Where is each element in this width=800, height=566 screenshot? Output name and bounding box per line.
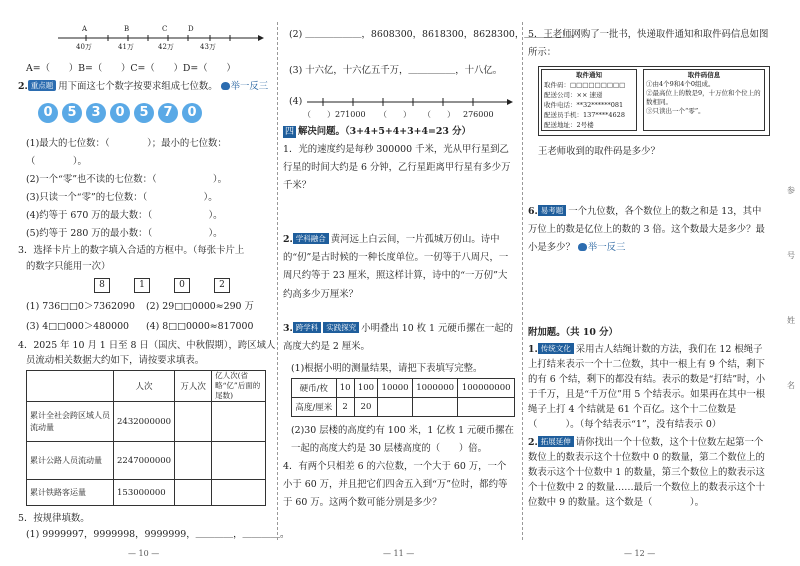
p3-tag: 跨学科 xyxy=(293,322,322,333)
number-card: 8 xyxy=(94,278,110,293)
problem-3: 3. 跨学科 实践探究 小明叠出 10 枚 1 元硬币摞在一起的高度大约是 2 厘米。 xyxy=(283,323,513,353)
bonus-1: 1. 传统文化 采用古人结绳计数的方法，我们在 12 根绳子上打结来表示一个十二位数，其中一根上有 9 个结，剩下的有 6 个结，剩下的都没有结。表示的数是“打结”时，小于千万，且是“千万位”用 5 个结表示。如果再在其中一根绳子上打 4 个结就是 61 个百亿。这个十二位数是（ ）。（每个结表示“1”，没有结表示 0） xyxy=(528,344,766,430)
digit-card: 7 xyxy=(158,103,178,123)
q2-heading: 2. 重点题 用下面这七个数字按要求组成七位数。 举一反三 xyxy=(18,81,269,92)
problem-4: 4．有两个只相差 6 的六位数，一个大于 60 万，一个小于 60 万，并且把它们四舍五入到“万”位时，都约等于 60 万。这两个数可能分别是多少？ xyxy=(283,461,508,509)
q2-tag: 重点题 xyxy=(28,80,57,91)
nl-label-d: D xyxy=(188,25,194,33)
problem-6: 6. 易考题 一个九位数，各个数位上的数之和是 13，其中万位上的数是亿位上的数的 3 倍。这个数最大是多少？最小是多少？ 举一反三 xyxy=(528,206,765,254)
q2-item-1: (1)最大的七位数：（ ）；最小的七位数： xyxy=(26,138,227,149)
notice-line: 配送员手机：137****4628 xyxy=(544,111,625,119)
q2-link[interactable]: 举一反三 xyxy=(221,81,269,92)
table-cell[interactable] xyxy=(175,480,212,506)
table-row xyxy=(27,402,266,442)
table-cell[interactable] xyxy=(212,480,266,506)
pickup-notice xyxy=(541,69,637,131)
c2-q4-label: (4) xyxy=(289,96,303,107)
digit-card: 3 xyxy=(86,103,106,123)
digit-card: 5 xyxy=(134,103,154,123)
q4-text: 4．2025 年 10 月 1 日至 8 日（国庆、中秋假期），跨区域人 xyxy=(18,340,276,351)
notice-title: 取件通知 xyxy=(576,71,602,79)
q3-cards xyxy=(94,278,254,293)
section-title: 解决问题。（3+4+5+4+3+4=23 分） xyxy=(298,126,471,137)
code-line: ②最高位上的数是9，十万位和个位上的数相同。 xyxy=(646,89,761,106)
nl2-label: （ ） xyxy=(379,110,411,119)
table-cell: 累计公路人员流动量 xyxy=(27,442,114,480)
q1-answer: A=（ ）B=（ ）C=（ ）D=（ ） xyxy=(26,63,236,74)
q2-item-3: (3)只读一个“零”的七位数：（ ）。 xyxy=(26,192,218,203)
side-label: 参 xyxy=(787,186,795,195)
page-number: — 12 — xyxy=(624,549,656,558)
table-row xyxy=(27,442,266,480)
q2-item-5: (5)约等于 280 万的最小数：（ ）。 xyxy=(26,228,223,239)
number-card: 1 xyxy=(134,278,150,293)
code-line: ③只读出一个“零”。 xyxy=(646,107,705,115)
q4-text2: 员流动相关数据大约如下，请按要求填表。 xyxy=(26,355,205,366)
nl-tick-40: 40万 xyxy=(76,43,92,51)
q3-text2: 的数字只能用一次） xyxy=(26,261,111,272)
table-cell: 累计铁路客运量 xyxy=(27,480,114,506)
column-page-10 xyxy=(18,0,290,566)
b2-tag: 拓展延伸 xyxy=(538,436,574,447)
table-header: 亿人次(省略“亿”后面的尾数) xyxy=(212,371,266,402)
digit-card: 5 xyxy=(62,103,82,123)
notice-line: 取件码：□□□□□□□□□ xyxy=(544,81,626,89)
p5-question: 王老师收到的取件码是多少？ xyxy=(538,146,660,157)
coin-header: 硬币/枚 xyxy=(292,379,337,398)
p6-tag: 易考题 xyxy=(538,205,567,216)
coin-cell: 2 xyxy=(336,398,354,417)
section-heading xyxy=(283,125,471,138)
table-header xyxy=(27,371,114,402)
coin-row-label: 高度/厘米 xyxy=(292,398,337,417)
digit-card: 0 xyxy=(182,103,202,123)
table-cell: 153000000 xyxy=(114,480,175,506)
p3-sub2: (2)30 层楼的高度约有 100 米，1 亿枚 1 元硬币摞在一起的高度大约是 30 层楼高度的（ ）倍。 xyxy=(291,425,514,455)
c2-q2: (2) ＿＿＿＿＿＿，8608300，8618300，8628300，＿＿＿＿＿。 xyxy=(289,29,581,40)
coin-header: 100 xyxy=(354,379,378,398)
code-info xyxy=(643,69,765,131)
p6-link[interactable]: 举一反三 xyxy=(578,242,626,253)
number-card: 2 xyxy=(214,278,230,293)
q5-text: 5．按规律填数。 xyxy=(18,513,90,524)
table-cell[interactable] xyxy=(212,402,266,442)
c2-q3: (3) 十六亿，十六亿五千万，＿＿＿＿＿，十八亿。 xyxy=(289,65,503,76)
page-number: — 10 — xyxy=(128,549,160,558)
coin-table xyxy=(291,378,515,417)
table-row xyxy=(27,480,266,506)
coin-cell[interactable] xyxy=(412,398,458,417)
notice-box xyxy=(538,66,770,136)
number-card: 0 xyxy=(174,278,190,293)
side-label: 号 xyxy=(787,251,795,260)
table-header: 万人次 xyxy=(175,371,212,402)
q2-text: 用下面这七个数字按要求组成七位数。 xyxy=(58,81,218,92)
side-label: 姓 xyxy=(787,316,795,325)
page-number: — 11 — xyxy=(383,549,415,558)
problem-2: 2. 学科融合 黄河远上白云间，一片孤城万仞山。诗中的“仞”是古时候的一种长度单位。一仞等于八周尺，一周尺约等于 23 厘米，照这样计算，诗中的“一万仞”大约高多少万厘米？ xyxy=(283,234,509,300)
table-cell: 累计全社会跨区域人员流动量 xyxy=(27,402,114,442)
nl2-label: 276000 xyxy=(463,110,494,119)
q3-item-1: (1) 736□□0＞7362090 xyxy=(26,301,135,312)
code-title: 取件码信息 xyxy=(687,71,721,79)
nl-label-a: A xyxy=(82,25,88,33)
nl2-label: （ ） xyxy=(423,110,455,119)
table-cell[interactable] xyxy=(212,442,266,480)
digit-card: 0 xyxy=(38,103,58,123)
bird-icon xyxy=(221,82,230,90)
bonus-heading: 附加题。（共 10 分） xyxy=(528,327,618,338)
digit-cards xyxy=(38,101,206,123)
nl-label-b: B xyxy=(124,25,130,33)
q2-item-2: (2)一个“零”也不读的七位数：（ ）。 xyxy=(26,174,227,185)
table-cell[interactable] xyxy=(175,402,212,442)
q3-text: 3．选择卡片上的数字填入合适的方框中。（每张卡片上 xyxy=(18,245,245,256)
coin-header: 10000 xyxy=(378,379,413,398)
side-label: 名 xyxy=(787,381,795,390)
p3-sub1: (1)根据小明的测量结果，请把下表填写完整。 xyxy=(291,363,483,374)
coin-header: 10 xyxy=(336,379,354,398)
section-number: 四 xyxy=(285,127,295,137)
coin-header: 1000000 xyxy=(412,379,458,398)
coin-cell[interactable] xyxy=(458,398,515,417)
digit-card: 0 xyxy=(110,103,130,123)
table-cell[interactable] xyxy=(175,442,212,480)
table-cell: 2432000000 xyxy=(114,402,175,442)
q5-item: (1) 9999997，9999998，9999999，＿＿＿＿，＿＿＿＿。 xyxy=(26,529,290,540)
coin-header: 100000000 xyxy=(458,379,515,398)
nl2-label: （ ）271000 xyxy=(303,110,366,119)
problem-1: 1．光的速度约是每秒 300000 千米，光从甲行星到乙行星的时间大约是 6 分钟，乙行星距离甲行星有多少万千米？ xyxy=(283,144,511,192)
bonus-2: 2. 拓展延伸 请你找出一个十位数，这个十位数左起第一个数位上的数表示这个十位数中 0 的数量，第二个数位上的数表示这个十位数中 1 的数量，第三个数位上的数表示这个十位数中 2 的数量……最后一个数位上的数表示这个十位数中 9 的数量。这个数是（ ）。 xyxy=(528,437,765,508)
notice-line: 配送公司：×× 速递 xyxy=(544,91,603,99)
q2-item-4: (4)约等于 670 万的最大数：（ ）。 xyxy=(26,210,223,221)
b1-tag: 传统文化 xyxy=(538,343,574,354)
coin-cell[interactable] xyxy=(378,398,413,417)
q2-item-1b: （ ）。 xyxy=(26,156,87,167)
divider xyxy=(522,22,523,540)
q3-item-3: (3) 4□□000＞480000 xyxy=(26,321,129,332)
column-page-12 xyxy=(528,0,776,566)
nl-tick-43: 43万 xyxy=(200,43,216,51)
q3-item-2: (2) 29□□0000≈290 万 xyxy=(146,301,254,312)
notice-line: 配送地址：2号楼 xyxy=(544,121,594,129)
coin-cell: 20 xyxy=(354,398,378,417)
notice-line: 收件电话：**32******081 xyxy=(544,101,624,109)
code-line: ①由4个9和4个0组成。 xyxy=(646,80,715,88)
flow-table xyxy=(26,370,266,506)
bird-icon xyxy=(578,243,587,251)
nl-label-c: C xyxy=(162,25,168,33)
nl-tick-42: 42万 xyxy=(158,43,174,51)
table-cell: 2247000000 xyxy=(114,442,175,480)
p3-tag: 实践探究 xyxy=(323,322,359,333)
q3-item-4: (4) 8□□0000≈817000 xyxy=(146,321,254,332)
divider xyxy=(277,22,278,540)
problem-5: 5．王老师网购了一批书，快递取件通知和取件码信息如图所示： xyxy=(528,29,769,59)
p2-tag: 学科融合 xyxy=(293,233,329,244)
table-header: 人次 xyxy=(114,371,175,402)
nl-tick-41: 41万 xyxy=(118,43,134,51)
